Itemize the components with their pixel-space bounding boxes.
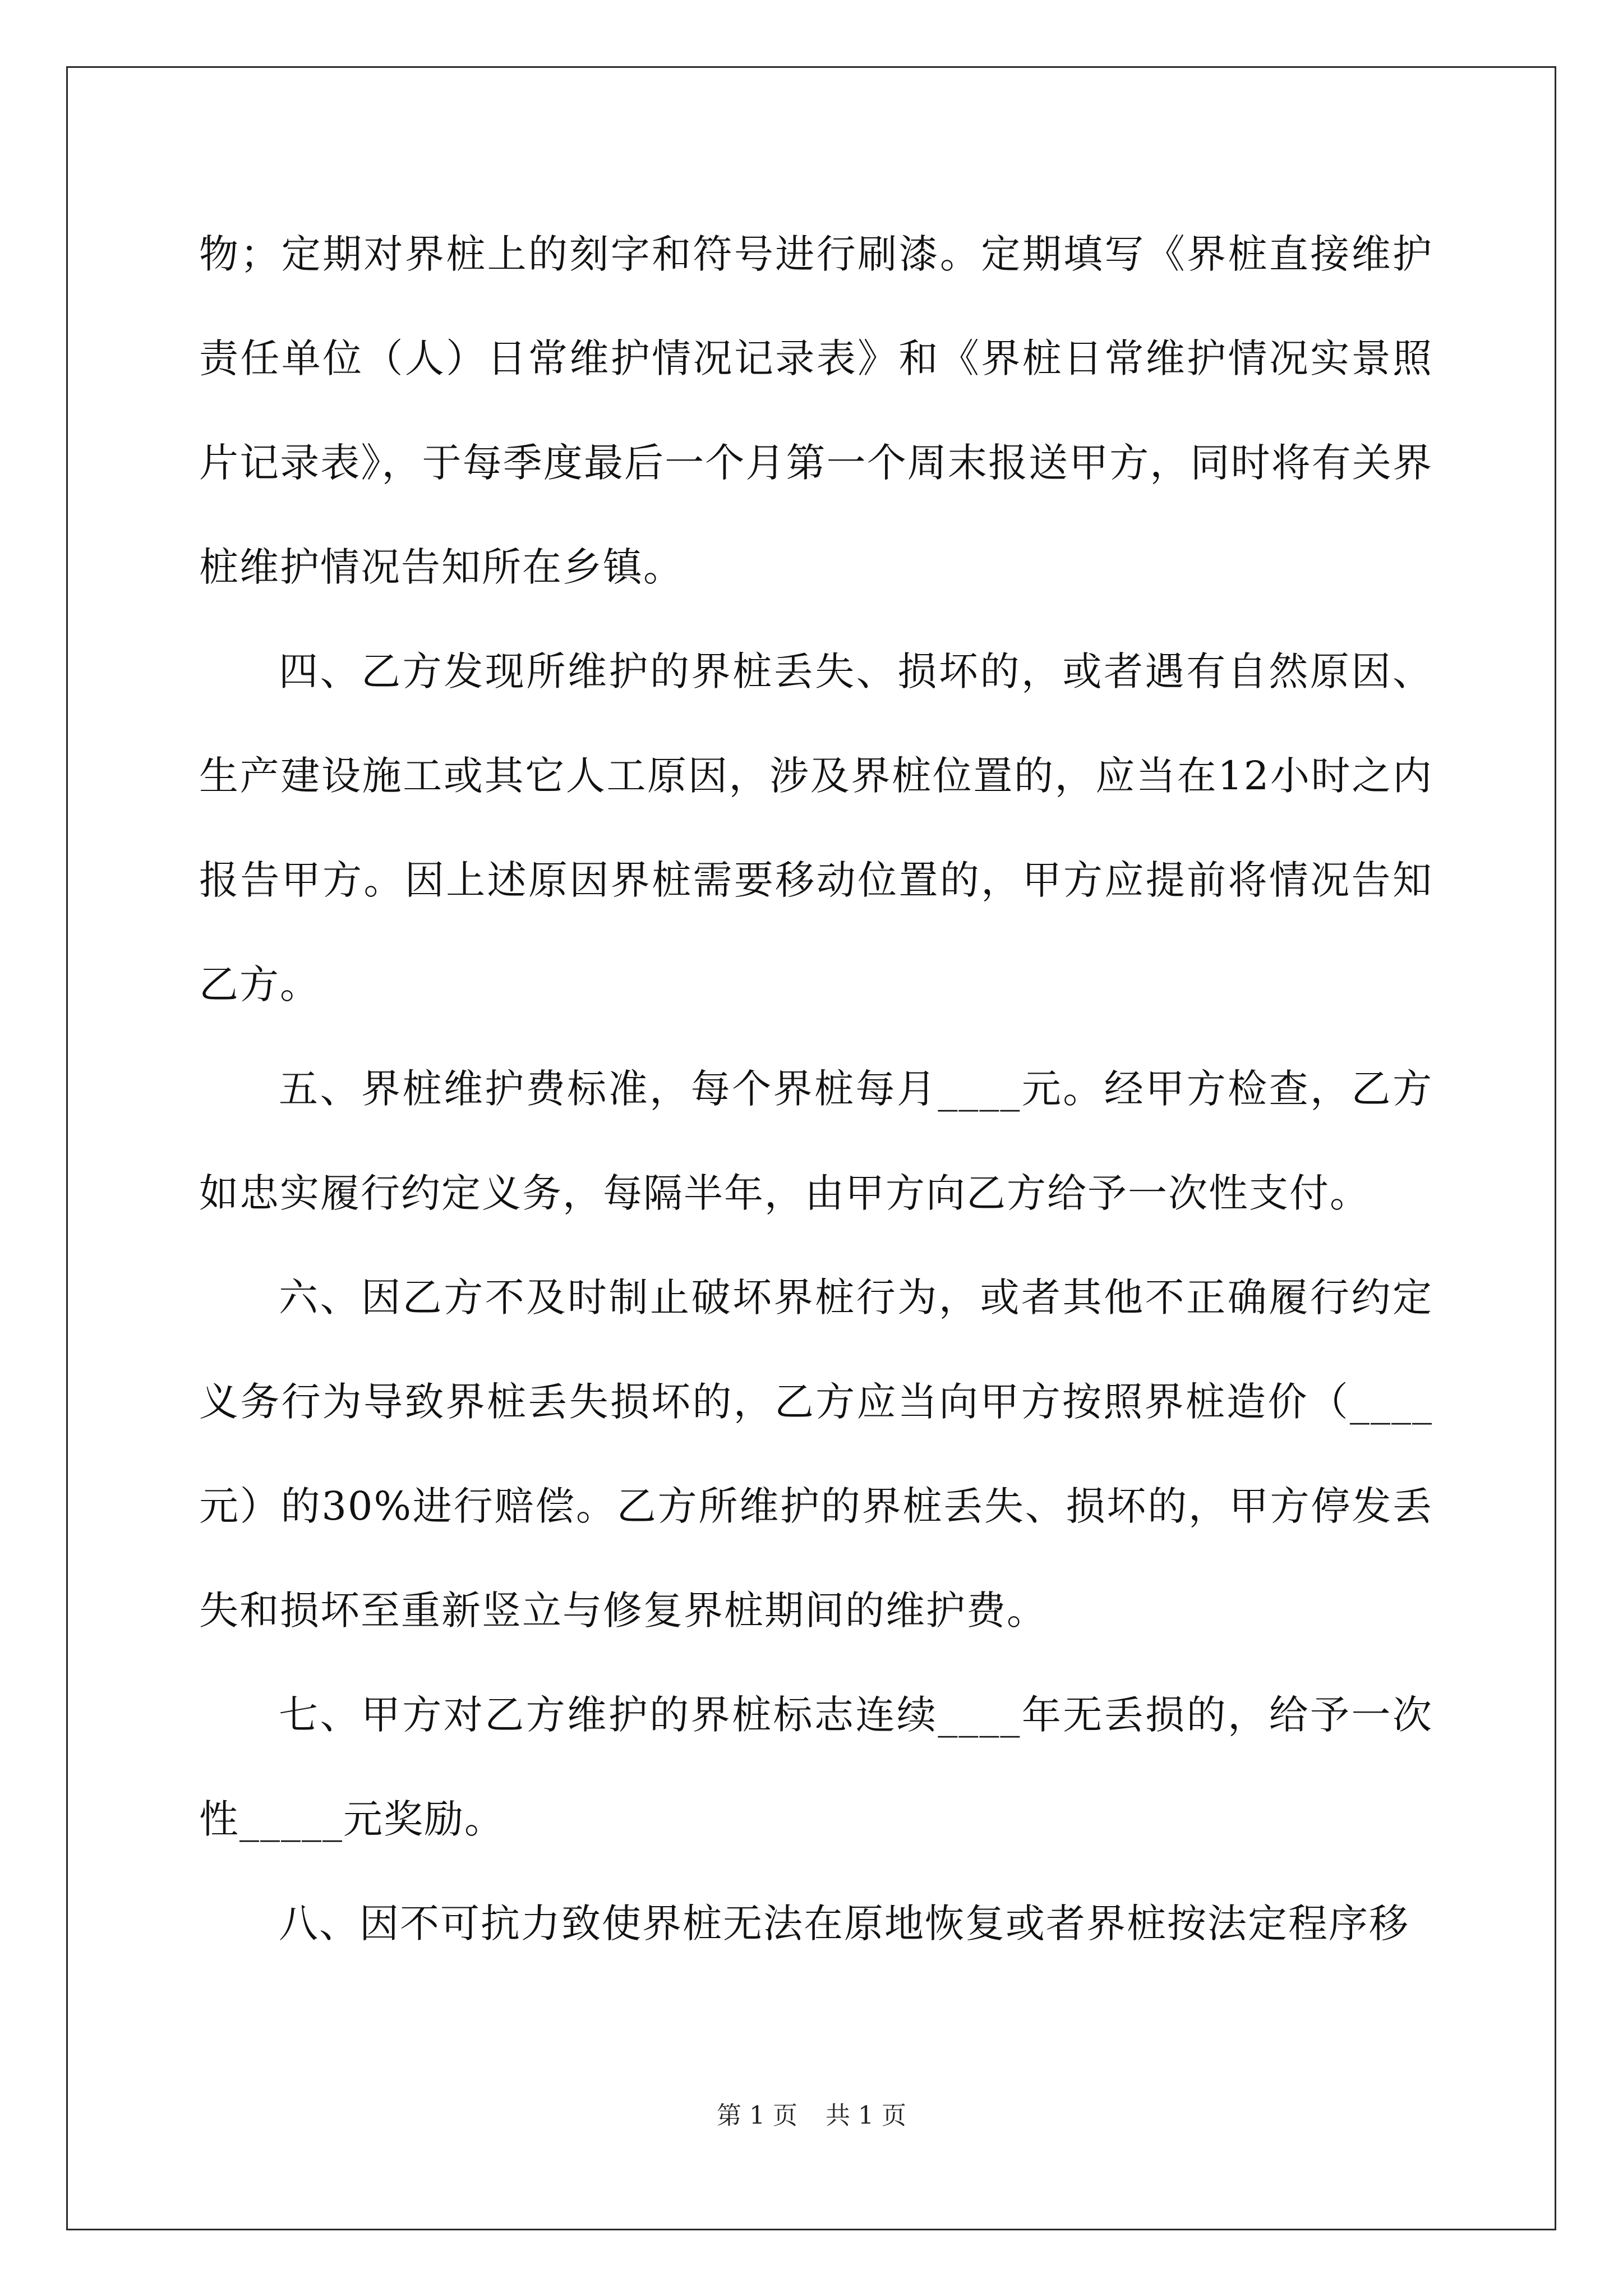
paragraph-clause-5: 五、界桩维护费标准，每个界桩每月____元。经甲方检查，乙方如忠实履行约定义务，每隔半年，由甲方向乙方给予一次性支付。 xyxy=(199,1066,1433,1216)
paragraph-clause-7: 七、甲方对乙方维护的界桩标志连续____年无丢损的，给予一次性_____元奖励。 xyxy=(199,1692,1433,1842)
paragraph-clause-8: 八、因不可抗力致使界桩无法在原地恢复或者界桩按法定程序移 xyxy=(279,1901,1409,1947)
document-body xyxy=(199,202,1433,1976)
page-footer xyxy=(0,2095,1623,2131)
page-total: 共 1 页 xyxy=(826,2101,906,2130)
page-number: 第 1 页 xyxy=(717,2101,797,2130)
paragraph-clause-4: 四、乙方发现所维护的界桩丢失、损坏的，或者遇有自然原因、生产建设施工或其它人工原因，涉及界桩位置的，应当在12小时之内报告甲方。因上述原因界桩需要移动位置的，甲方应提前将情况告知乙方。 xyxy=(199,648,1433,1007)
paragraph-clause-6: 六、因乙方不及时制止破坏界桩行为，或者其他不正确履行约定义务行为导致界桩丢失损坏的，乙方应当向甲方按照界桩造价（____元）的30%进行赔偿。乙方所维护的界桩丢失、损坏的，甲方停发丢失和损坏至重新竖立与修复界桩期间的维护费。 xyxy=(199,1274,1433,1634)
paragraph-continuation: 物；定期对界桩上的刻字和符号进行刷漆。定期填写《界桩直接维护责任单位（人）日常维护情况记录表》和《界桩日常维护情况实景照片记录表》，于每季度最后一个月第一个周末报送甲方，同时将有关界桩维护情况告知所在乡镇。 xyxy=(199,231,1433,590)
